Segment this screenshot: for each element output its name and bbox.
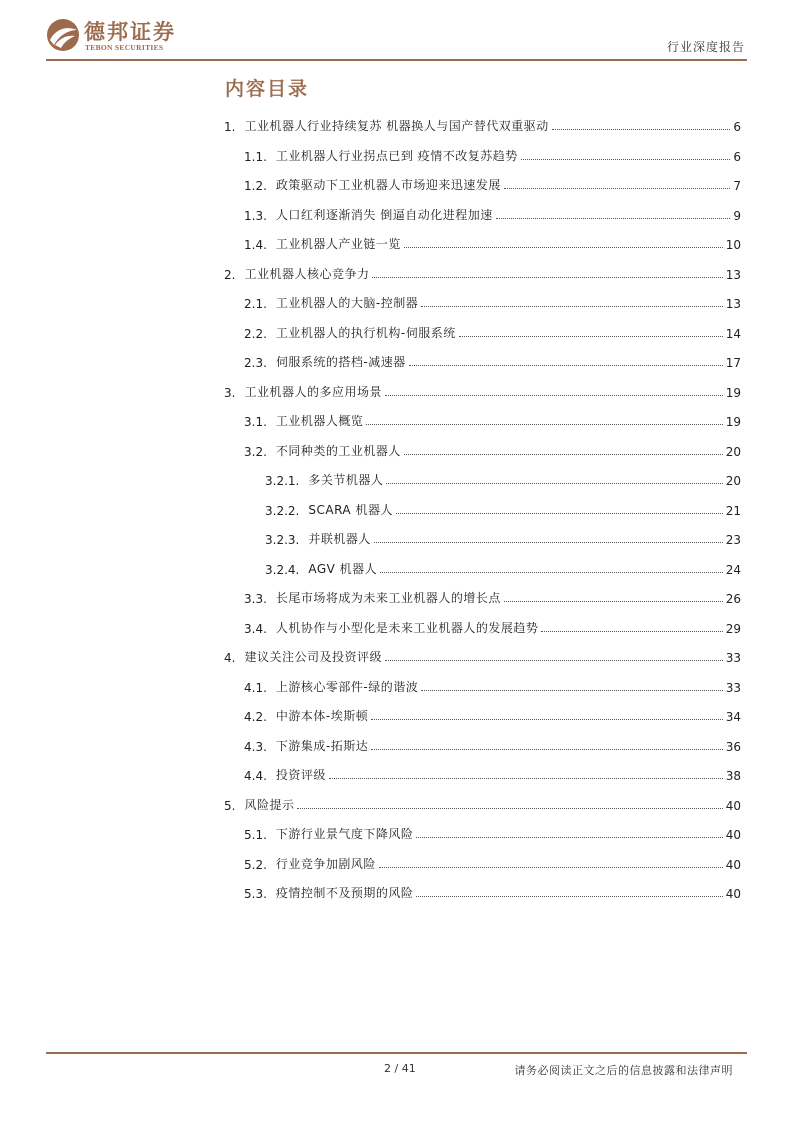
toc-entry[interactable] xyxy=(244,704,741,724)
toc-entry-page: 24 xyxy=(725,562,741,577)
footer-divider xyxy=(46,1052,747,1054)
toc-entry-page: 20 xyxy=(725,444,741,459)
toc-leader-dots xyxy=(371,749,722,750)
header-divider xyxy=(46,59,747,61)
toc-leader-dots xyxy=(329,778,723,779)
toc-entry[interactable] xyxy=(244,734,741,754)
toc-entry-number: 2. xyxy=(224,267,236,282)
toc-entry[interactable] xyxy=(224,262,741,282)
toc-entry-number: 3.3. xyxy=(244,592,267,606)
toc-entry-number: 4.4. xyxy=(244,769,267,783)
toc-entry-page: 38 xyxy=(725,769,741,783)
toc-entry-title: 建议关注公司及投资评级 xyxy=(244,650,382,664)
toc-leader-dots xyxy=(396,513,723,514)
toc-leader-dots xyxy=(416,896,722,897)
toc-leader-dots xyxy=(416,837,722,838)
toc-leader-dots xyxy=(459,336,723,337)
toc-leader-dots xyxy=(521,159,731,160)
toc-entry-title: 工业机器人的大脑-控制器 xyxy=(275,296,419,310)
toc-entry[interactable] xyxy=(244,291,741,311)
toc-leader-dots xyxy=(421,690,722,691)
toc-entry-page: 20 xyxy=(725,474,741,488)
toc-entry[interactable] xyxy=(224,645,741,665)
toc-entry-number: 4.1. xyxy=(244,680,267,695)
toc-leader-dots xyxy=(379,867,723,868)
toc-leader-dots xyxy=(421,306,722,307)
toc-entry-number: 3.1. xyxy=(244,415,267,429)
toc-entry-title: 下游集成-拓斯达 xyxy=(275,738,369,753)
toc-entry-number: 4.3. xyxy=(244,739,267,754)
toc-entry-number: 1.4. xyxy=(244,238,267,252)
toc-entry-page: 23 xyxy=(725,533,741,547)
toc-entry[interactable] xyxy=(265,468,741,488)
toc-entry[interactable] xyxy=(244,675,741,695)
toc-entry[interactable] xyxy=(224,380,741,400)
toc-entry-page: 10 xyxy=(725,238,741,252)
toc-entry[interactable] xyxy=(244,173,741,193)
logo-text-en: TEBON SECURITIES xyxy=(85,43,164,52)
toc-entry-title: 工业机器人的执行机构-伺服系统 xyxy=(275,325,456,340)
toc-entry-page: 13 xyxy=(725,297,741,311)
toc-entry[interactable] xyxy=(244,822,741,842)
toc-leader-dots xyxy=(404,247,723,248)
toc-entry-title: 投资评级 xyxy=(275,768,326,782)
toc-entry-title: 多关节机器人 xyxy=(308,473,384,487)
toc-entry[interactable] xyxy=(244,232,741,252)
toc-leader-dots xyxy=(371,719,722,720)
toc-entry[interactable] xyxy=(244,350,741,370)
toc-entry-title: 政策驱动下工业机器人市场迎来迅速发展 xyxy=(275,178,501,192)
toc-entry-title: 下游行业景气度下降风险 xyxy=(275,827,414,841)
toc-entry-number: 1.1. xyxy=(244,149,267,164)
toc-leader-dots xyxy=(385,660,723,661)
toc-entry[interactable] xyxy=(244,586,741,606)
toc-entry-title: 并联机器人 xyxy=(308,532,371,546)
page-header xyxy=(0,0,793,60)
toc-entry-number: 2.3. xyxy=(244,356,267,370)
toc-entry-number: 2.2. xyxy=(244,326,267,341)
toc-entry-page: 33 xyxy=(725,651,741,665)
toc-entry-number: 1.3. xyxy=(244,208,267,223)
toc-entry-page: 21 xyxy=(725,503,741,518)
toc-entry-number: 3. xyxy=(224,385,236,400)
toc-entry[interactable] xyxy=(244,321,741,341)
toc-entry-number: 2.1. xyxy=(244,297,267,311)
toc-entry-number: 3.2.2. xyxy=(265,503,300,518)
toc-entry-page: 40 xyxy=(725,798,741,813)
toc-leader-dots xyxy=(386,483,722,484)
toc-leader-dots xyxy=(409,365,723,366)
page-number: 2 / 41 xyxy=(384,1062,416,1075)
toc-leader-dots xyxy=(496,218,731,219)
toc-entry-title: 人机协作与小型化是未来工业机器人的发展趋势 xyxy=(275,620,539,635)
toc-entry-title: 工业机器人行业持续复苏 机器换人与国产替代双重驱动 xyxy=(244,119,549,133)
toc-entry-title: 疫情控制不及预期的风险 xyxy=(275,886,414,900)
toc-entry-page: 6 xyxy=(733,149,741,164)
toc-entry-title: 长尾市场将成为未来工业机器人的增长点 xyxy=(275,591,501,605)
document-type: 行业深度报告 xyxy=(666,40,745,54)
toc-leader-dots xyxy=(297,808,722,809)
toc-entry-page: 19 xyxy=(725,385,741,400)
toc-entry[interactable] xyxy=(244,763,741,783)
toc-entry-number: 4.2. xyxy=(244,710,267,724)
toc-entry-page: 40 xyxy=(725,828,741,842)
toc-title: 内容目录 xyxy=(225,78,310,100)
toc-entry-title: 人口红利逐渐消失 倒逼自动化进程加速 xyxy=(275,207,493,222)
toc-entry[interactable] xyxy=(244,409,741,429)
toc-entry-number: 3.2.1. xyxy=(265,474,300,488)
toc-entry-page: 40 xyxy=(725,887,741,901)
toc-entry-page: 36 xyxy=(725,739,741,754)
toc-entry[interactable] xyxy=(244,881,741,901)
toc-entry[interactable] xyxy=(224,793,741,813)
toc-entry[interactable] xyxy=(244,852,741,872)
toc-leader-dots xyxy=(380,572,723,573)
toc-entry[interactable] xyxy=(244,439,741,459)
toc-entry[interactable] xyxy=(265,527,741,547)
toc-entry[interactable] xyxy=(244,616,741,636)
toc-entry-title: 工业机器人的多应用场景 xyxy=(244,384,382,399)
toc-entry-number: 1. xyxy=(224,120,236,134)
toc-entry[interactable] xyxy=(265,557,741,577)
footer-disclaimer: 请务必阅读正文之后的信息披露和法律声明 xyxy=(514,1064,733,1077)
tebon-logo-icon xyxy=(46,18,80,52)
toc-entry-number: 5.1. xyxy=(244,828,267,842)
toc-entry-page: 33 xyxy=(725,680,741,695)
toc-entry-number: 5.2. xyxy=(244,857,267,872)
toc-entry-number: 4. xyxy=(224,651,236,665)
toc-entry-title: 不同种类的工业机器人 xyxy=(275,443,401,458)
toc-entry-title: AGV 机器人 xyxy=(308,561,378,576)
toc-entry-number: 3.2.3. xyxy=(265,533,300,547)
toc-entry-title: SCARA 机器人 xyxy=(308,502,393,517)
toc-leader-dots xyxy=(404,454,723,455)
toc-entry-title: 风险提示 xyxy=(244,797,295,812)
toc-entry[interactable] xyxy=(265,498,741,518)
toc-entry-page: 29 xyxy=(725,621,741,636)
toc-entry-title: 工业机器人行业拐点已到 疫情不改复苏趋势 xyxy=(275,148,518,163)
logo-text-cn: 德邦证券 xyxy=(84,19,176,44)
toc-leader-dots xyxy=(385,395,723,396)
toc-entry-page: 7 xyxy=(733,179,741,193)
toc-entry-title: 行业竞争加剧风险 xyxy=(275,856,376,871)
toc-entry-page: 19 xyxy=(725,415,741,429)
toc-entry-page: 6 xyxy=(733,120,741,134)
toc-entry-page: 26 xyxy=(725,592,741,606)
toc-leader-dots xyxy=(374,542,723,543)
toc-entry-title: 伺服系统的搭档-减速器 xyxy=(275,355,406,369)
toc-entry-title: 工业机器人概览 xyxy=(275,414,364,428)
toc-entry-page: 34 xyxy=(725,710,741,724)
toc-leader-dots xyxy=(372,277,722,278)
toc-entry-page: 40 xyxy=(725,857,741,872)
toc-entry-title: 上游核心零部件-绿的谐波 xyxy=(275,679,419,694)
toc-entry-number: 5.3. xyxy=(244,887,267,901)
toc-leader-dots xyxy=(504,188,730,189)
toc-entry-number: 1.2. xyxy=(244,179,267,193)
toc-leader-dots xyxy=(541,631,722,632)
toc-entry-title: 中游本体-埃斯顿 xyxy=(275,709,369,723)
toc-leader-dots xyxy=(366,424,722,425)
toc-entry-number: 3.2. xyxy=(244,444,267,459)
toc-entry-number: 3.4. xyxy=(244,621,267,636)
toc-entry-title: 工业机器人产业链一览 xyxy=(275,237,401,251)
toc-entry-page: 13 xyxy=(725,267,741,282)
toc-entry-page: 17 xyxy=(725,356,741,370)
toc-leader-dots xyxy=(552,129,731,130)
toc-entry[interactable] xyxy=(244,144,741,164)
toc-entry-number: 3.2.4. xyxy=(265,562,300,577)
toc-leader-dots xyxy=(504,601,723,602)
toc-entry-page: 9 xyxy=(733,208,741,223)
toc-entry-number: 5. xyxy=(224,798,236,813)
toc-entry[interactable] xyxy=(224,114,741,134)
toc-entry[interactable] xyxy=(244,203,741,223)
toc-entry-page: 14 xyxy=(725,326,741,341)
company-logo xyxy=(46,16,206,56)
toc-entry-title: 工业机器人核心竞争力 xyxy=(244,266,370,281)
